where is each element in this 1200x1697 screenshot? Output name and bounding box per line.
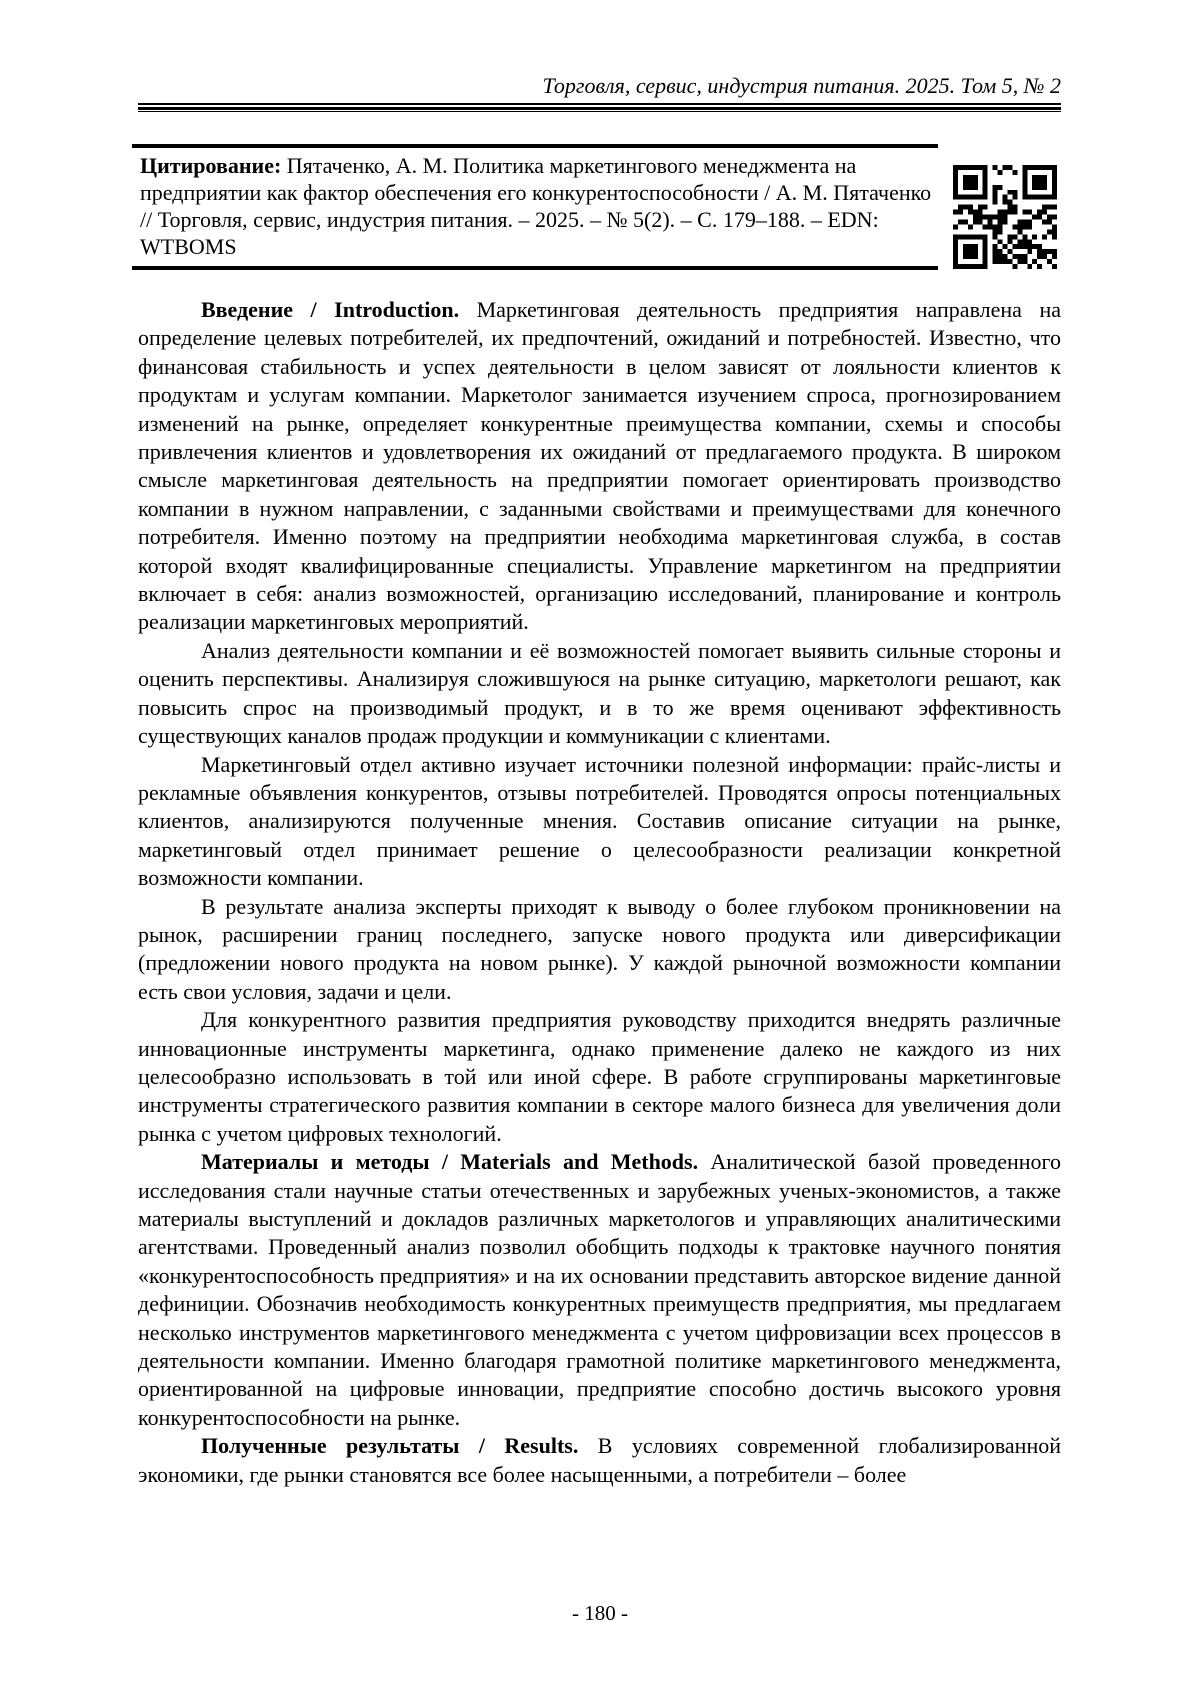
page-number: - 180 - (572, 1601, 628, 1625)
paragraph-text: Анализ деятельности компании и её возможностей помогает выявить сильные стороны и оценить перспективы. Анализируя сложившуюся на рынке ситуацию, маркетологи решают, как повысить спрос на производимый продукт, и в то же время оценивают эффективность существующих каналов продаж продукции и коммуникации с клиентами. (138, 637, 1061, 749)
body-paragraph (138, 637, 1061, 751)
paragraph-text: Аналитической базой проведенного исследования стали научные статьи отечественных и зарубежных ученых-экономистов, а также материалы выступлений и докладов различных маркетологов и управляющих аналитическими агентствами. Проведенный анализ позволил обобщить подходы к трактовке научного понятия «конкурентоспособность предприятия» и на их основании представить авторское видение данной дефиниции. Обозначив необходимость конкурентных преимуществ предприятия, мы предлагаем несколько инструментов маркетингового менеджмента с учетом цифровизации всех процессов в деятельности компании. Именно благодаря грамотной политике маркетингового менеджмента, ориентированной на цифровые инновации, предприятие способно достичь высокого уровня конкурентоспособности на рынке. (138, 1149, 1062, 1430)
citation-text (140, 152, 932, 260)
page-footer (0, 1601, 1200, 1626)
paragraph-text: В условиях современной глобализированной экономики, где рынки становятся все более насыщенными, а потребители – более (138, 1433, 1061, 1487)
header-rule (138, 103, 1061, 112)
body-paragraph (138, 296, 1061, 637)
running-head (138, 0, 1061, 112)
article-body (138, 296, 1061, 1489)
qr-code-icon (953, 165, 1057, 269)
body-paragraph (138, 751, 1061, 893)
body-paragraph (138, 1432, 1061, 1489)
citation-label: Цитирование: (140, 153, 282, 178)
paragraph-text: Маркетинговая деятельность предприятия направлена на определение целевых потребителей, их предпочтений, ожиданий и потребностей. Известно, что финансовая стабильность и успех деятельности в целом зависят от лояльности клиентов к продуктам и услугам компании. Маркетолог занимается изучением спроса, прогнозированием изменений на рынке, определяет конкурентные преимущества компании, схемы и способы привлечения клиентов и удовлетворения их ожиданий от предлагаемого продукта. В широком смысле маркетинговая деятельность на предприятии помогает ориентировать производство компании в нужном направлении, с заданными свойствами и преимуществами для конечного потребителя. Именно поэтому на предприятии необходима маркетинговая служба, в состав которой входят квалифицированные специалисты. Управление маркетингом на предприятии включает в себя: анализ возможностей, организацию исследований, планирование и контроль реализации маркетинговых мероприятий. (138, 297, 1061, 635)
paragraph-text: В результате анализа эксперты приходят к выводу о более глубоком проникновении на рынок, расширении границ последнего, запуске нового продукта или диверсификации (предложении нового продукта на новом рынке). У каждой рыночной возможности компании есть свои условия, задачи и цели. (138, 893, 1061, 1004)
citation-section (132, 144, 1061, 270)
body-paragraph (138, 1006, 1061, 1148)
body-paragraph (138, 1148, 1061, 1432)
paragraph-text: Для конкурентного развития предприятия руководству приходится внедрять различные инновационные инструменты маркетинга, однако применение далеко не каждого из них целесообразно использовать в той или иной сфере. В работе сгруппированы маркетинговые инструменты стратегического развития компании в секторе малого бизнеса для увеличения доли рынка с учетом цифровых технологий. (138, 1007, 1061, 1146)
section-heading: Материалы и методы / Materials and Methods. (201, 1149, 699, 1175)
journal-title-line: Торговля, сервис, индустрия питания. 2025. Том 5, № 2 (542, 73, 1061, 98)
section-heading: Введение / Introduction. (201, 297, 460, 322)
paragraph-text: Маркетинговый отдел активно изучает источники полезной информации: прайс-листы и рекламные объявления конкурентов, отзывы потребителей. Проводятся опросы потенциальных клиентов, анализируются полученные мнения. Составив описание ситуации на рынке, маркетинговый отдел принимает решение о целесообразности реализации конкретной возможности компании. (138, 751, 1061, 891)
citation-body: Пятаченко, А. М. Политика маркетингового менеджмента на предприятии как фактор обеспечения его конкурентоспособности / А. М. Пятаченко // Торговля, сервис, индустрия питания. – 2025. – № 5(2). – С. 179–188. – EDN: WTBOMS (140, 153, 932, 259)
section-heading: Полученные результаты / Results. (201, 1433, 579, 1459)
body-paragraph (138, 893, 1061, 1007)
citation-box (132, 144, 938, 270)
